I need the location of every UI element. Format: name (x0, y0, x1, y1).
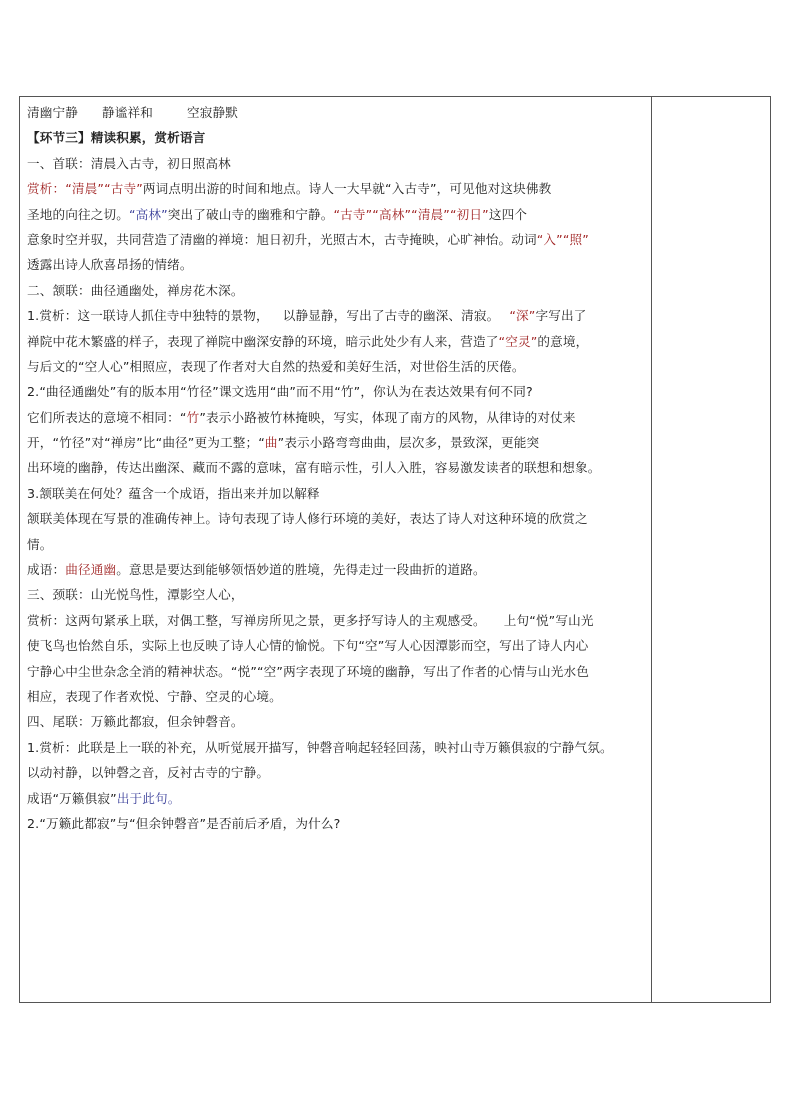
text-line (27, 532, 651, 557)
highlight-blue-text: 出于此句。 (116, 790, 181, 806)
text-segment: 四、尾联：万籁此都寂，但余钟磬音。 (27, 714, 244, 730)
text-segment: 2.“万籁此都寂”与“但余钟磬音”是否前后矛盾，为什么? (27, 815, 341, 831)
text-segment: ”表示小路被竹林掩映，写实，体现了南方的风物，从律诗的对仗来 (199, 409, 576, 425)
text-segment: 它们所表达的意境不相同：“ (27, 409, 187, 425)
text-segment: 意象时空并驭，共同营造了清幽的禅境：旭日初升，光照古木，古寺掩映，心旷神怡。动词 (27, 231, 537, 247)
text-line (27, 709, 651, 734)
text-segment: 开，“竹径”对“禅房”比“曲径”更为工整；“ (27, 435, 265, 451)
text-line (27, 506, 651, 531)
text-line (27, 481, 651, 506)
text-segment: 清幽宁静 (27, 105, 78, 120)
text-segment: 情。 (27, 536, 53, 552)
text-line (27, 379, 651, 404)
text-segment: 。意思是要达到能够领悟妙道的胜境，先得走过一段曲折的道路。 (116, 562, 486, 578)
text-segment: 二、颔联：曲径通幽处，禅房花木深。 (27, 282, 244, 298)
side-cell (652, 97, 771, 1003)
content-cell (20, 97, 652, 1003)
text-segment: 宁静心中尘世杂念全消的精神状态。“悦”“空”两字表现了环境的幽静，写出了作者的心情与山光水色 (27, 663, 589, 679)
text-line (27, 633, 651, 658)
text-line (27, 760, 651, 785)
text-segment: ”表示小路弯弯曲曲，层次多，景致深，更能突 (277, 435, 540, 451)
text-segment: 成语： (27, 562, 66, 578)
text-segment: 颔联美体现在写景的准确传神上。诗句表现了诗人修行环境的美好，表达了诗人对这种环境的欣赏之 (27, 511, 588, 527)
text-line (27, 125, 651, 150)
text-line (27, 684, 651, 709)
text-segment: 三、颈联：山光悦鸟性，潭影空人心， (27, 587, 244, 603)
text-segment: 以静显静，写出了古寺的幽深、清寂。 (282, 308, 500, 324)
text-line (27, 786, 651, 811)
text-line (27, 278, 651, 303)
text-segment: 赏析：这两句紧承上联，对偶工整，写禅房所见之景，更多抒写诗人的主观感受。 (27, 612, 486, 628)
lesson-content (20, 97, 651, 836)
highlight-red-text: 曲径通幽 (65, 562, 117, 578)
text-line (27, 455, 651, 480)
highlight-red-text: “深” (509, 308, 536, 324)
text-segment: 1.赏析：这一联诗人抓住寺中独特的景物， (27, 308, 269, 324)
text-segment: 透露出诗人欣喜昂扬的情绪。 (27, 257, 193, 273)
text-segment: 与后文的“空人心”相照应，表现了作者对大自然的热爱和美好生活，对世俗生活的厌倦。 (27, 358, 525, 374)
text-segment: 以动衬静，以钟磬之音，反衬古寺的宁静。 (27, 765, 270, 781)
text-line (27, 354, 651, 379)
text-segment: 字写出了 (535, 308, 587, 324)
text-line (27, 303, 651, 328)
text-segment: 圣地的向往之切。 (27, 206, 129, 222)
text-segment: 出环境的幽静，传达出幽深、藏而不露的意味，富有暗示性，引人入胜，容易激发读者的联想和想象。 (27, 460, 601, 476)
text-line (27, 329, 651, 354)
text-segment: 2.“曲径通幽处”有的版本用“竹径”课文选用“曲”而不用“竹”，你认为在表达效果有何不同? (27, 384, 533, 400)
text-line (27, 735, 651, 760)
text-line (27, 557, 651, 582)
text-segment: 突出了破山寺的幽雅和宁静。 (167, 206, 334, 222)
text-segment: 相应，表现了作者欢悦、宁静、空灵的心境。 (27, 688, 282, 704)
text-segment: 1.赏析：此联是上一联的补充，从听觉展开描写，钟磬音响起轻轻回荡，映衬山寺万籁俱寂的宁静气氛。 (27, 739, 613, 755)
highlight-red-text: 竹 (186, 409, 200, 425)
highlight-red-text: “入”“照” (536, 231, 589, 247)
text-segment: 【环节三】精读积累，赏析语言 (27, 130, 206, 146)
text-line (27, 100, 651, 125)
text-segment: 这四个 (488, 206, 528, 222)
text-segment: 3.颔联美在何处？蕴含一个成语，指出来并加以解释 (27, 485, 320, 501)
text-segment: 禅院中花木繁盛的样子，表现了禅院中幽深安静的环境，暗示此处少有人来，营造了 (27, 333, 499, 349)
text-segment: 两词点明出游的时间和地点。诗人一大早就“入古寺”，可见他对这块佛教 (142, 181, 552, 197)
text-segment: 上句“悦”写山光 (503, 612, 594, 628)
highlight-red-text: “空灵” (498, 333, 538, 349)
text-line (27, 582, 651, 607)
text-segment: 空寂静默 (186, 105, 238, 120)
text-line (27, 659, 651, 684)
highlight-blue-text: “高林” (128, 206, 168, 222)
text-line (27, 176, 651, 201)
text-segment: 使飞鸟也怡然自乐，实际上也反映了诗人心情的愉悦。下句“空”写人心因潭影而空，写出了诗人内心 (27, 638, 589, 654)
text-segment: 成语“万籁俱寂” (27, 790, 117, 806)
text-line (27, 151, 651, 176)
text-line (27, 227, 651, 252)
text-line (27, 430, 651, 455)
highlight-red-text: 赏析： (27, 181, 66, 197)
text-line (27, 608, 651, 633)
text-segment: 一、首联：清晨入古寺，初日照高林 (27, 155, 231, 171)
text-segment: 的意境， (537, 333, 589, 349)
text-line (27, 202, 651, 227)
text-segment: 静谧祥和 (101, 105, 153, 120)
highlight-red-text: “清晨”“古寺” (65, 181, 143, 197)
highlight-red-text: “古寺”“高林”“清晨”“初日” (333, 206, 489, 222)
highlight-red-text: 曲 (264, 435, 278, 451)
text-line (27, 811, 651, 836)
text-line (27, 252, 651, 277)
lesson-table (19, 96, 771, 1003)
text-line (27, 405, 651, 430)
